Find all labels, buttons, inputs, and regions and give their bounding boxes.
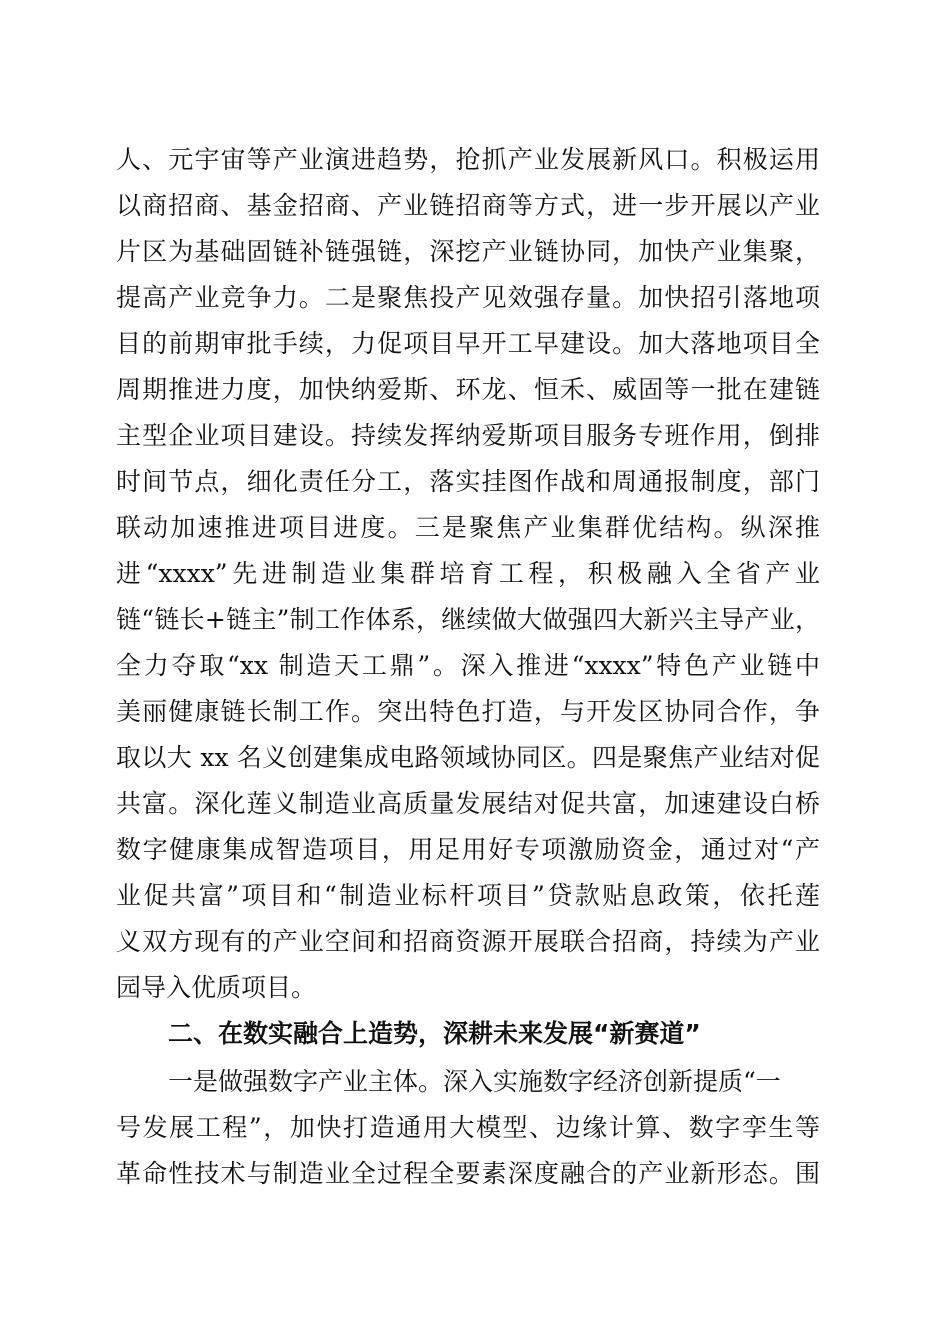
body-text-line: 人、元宇宙等产业演进趋势，抢抓产业发展新风口。积极运用: [116, 145, 820, 174]
body-text-line: 片区为基础固链补链强链，深挖产业链协同，加快产业集聚，: [116, 237, 820, 266]
body-text-line: 业促共富”项目和“制造业标杆项目”贷款贴息政策，依托莲: [116, 881, 820, 910]
body-text-line: 数字健康集成智造项目，用足用好专项激励资金，通过对“产: [116, 835, 820, 864]
body-text-line: 时间节点，细化责任分工，落实挂图作战和周通报制度，部门: [116, 467, 820, 496]
body-text-line: 革命性技术与制造业全过程全要素深度融合的产业新形态。围: [116, 1159, 820, 1188]
body-text-line: 链“链长+链主”制工作体系，继续做大做强四大新兴主导产业，: [116, 605, 820, 634]
body-text-line: 联动加速推进项目进度。三是聚焦产业集群优结构。纵深推: [116, 513, 820, 542]
body-text-line: 取以大 xx 名义创建集成电路领域协同区。四是聚焦产业结对促: [116, 743, 820, 772]
body-text-line: 全力夺取“xx 制造天工鼎”。深入推进“xxxx”特色产业链中: [116, 651, 820, 680]
body-text-line: 进“xxxx”先进制造业集群培育工程，积极融入全省产业: [116, 559, 820, 588]
body-text-line: 园导入优质项目。: [116, 973, 317, 1002]
body-text-line: 以商招商、基金招商、产业链招商等方式，进一步开展以产业: [116, 191, 820, 220]
section-heading: 二、在数实融合上造势，深耕未来发展“新赛道”: [168, 1019, 701, 1048]
body-text-line: 义双方现有的产业空间和招商资源开展联合招商，持续为产业: [116, 927, 820, 956]
body-text-line: 美丽健康链长制工作。突出特色打造，与开发区协同合作，争: [116, 697, 820, 726]
body-text-line: 主型企业项目建设。持续发挥纳爱斯项目服务专班作用，倒排: [116, 421, 820, 450]
body-text-line: 提高产业竞争力。二是聚焦投产见效强存量。加快招引落地项: [116, 283, 820, 312]
body-text-line: 一是做强数字产业主体。深入实施数字经济创新提质“一: [168, 1067, 781, 1096]
body-text-line: 共富。深化莲义制造业高质量发展结对促共富，加速建设白桥: [116, 789, 820, 818]
body-text-line: 周期推进力度，加快纳爱斯、环龙、恒禾、威固等一批在建链: [116, 375, 820, 404]
body-text-line: 目的前期审批手续，力促项目早开工早建设。加大落地项目全: [116, 329, 820, 358]
body-text-line: 号发展工程”，加快打造通用大模型、边缘计算、数字孪生等: [116, 1113, 820, 1142]
